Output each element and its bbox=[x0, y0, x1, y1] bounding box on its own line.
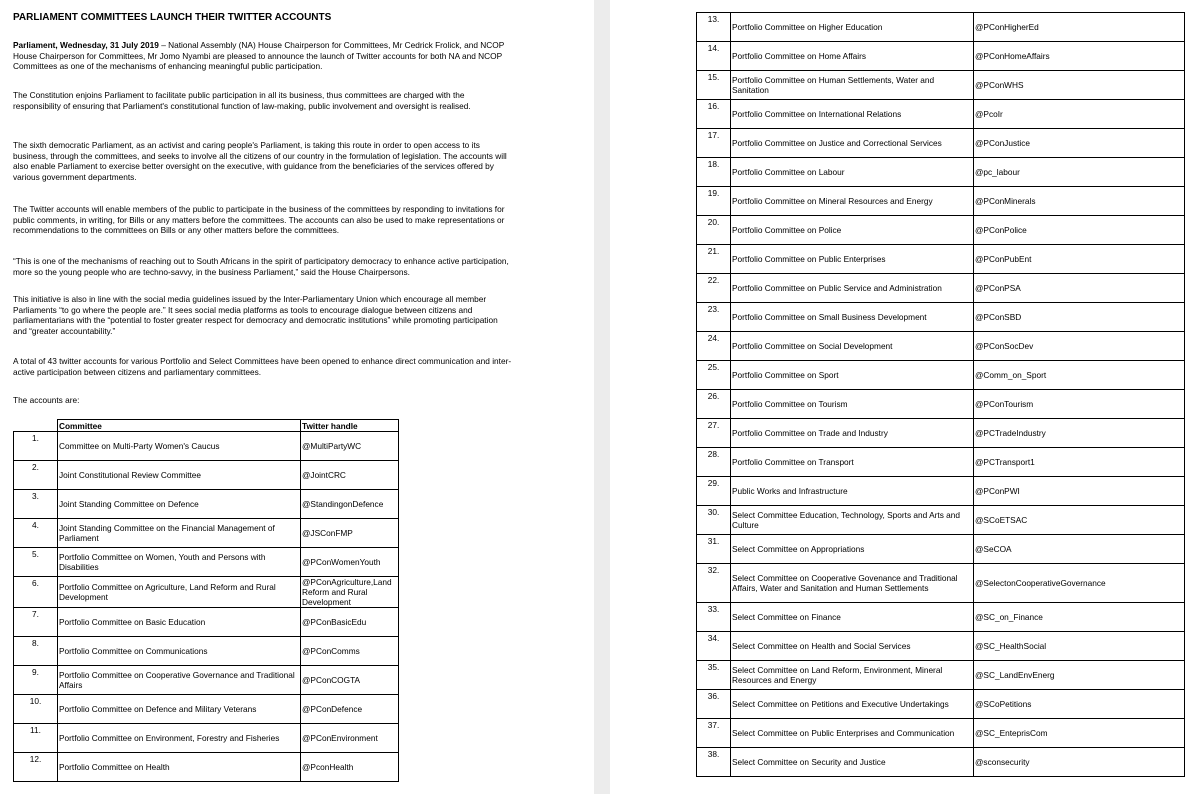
twitter-handle: @SC_on_Finance bbox=[974, 603, 1185, 632]
table-header-row bbox=[14, 420, 399, 432]
intro-paragraph bbox=[13, 40, 513, 72]
twitter-handle: @JointCRC bbox=[301, 461, 399, 490]
paragraph-sixth-parliament: The sixth democratic Parliament, as an activist and caring people's Parliament, is taking this route in order to open access to its business, through the committees, and seeks to involve all the citizens of our country in the formulation of legislation. The accounts will also enable Parliament to exercise better oversight on the executive, with guidance from the beneficiaries of the services offered by various government departments. bbox=[13, 140, 507, 182]
table-row bbox=[14, 666, 399, 695]
twitter-handle: @PConTourism bbox=[974, 390, 1185, 419]
twitter-handle: @PConHigherEd bbox=[974, 13, 1185, 42]
committee-name: Portfolio Committee on Mineral Resources and Energy bbox=[731, 187, 974, 216]
twitter-handle: @SC_EnteprisCom bbox=[974, 719, 1185, 748]
table-row bbox=[697, 303, 1185, 332]
table-row bbox=[14, 637, 399, 666]
row-number: 3. bbox=[14, 490, 58, 519]
table-row bbox=[697, 158, 1185, 187]
row-number: 31. bbox=[697, 535, 731, 564]
committee-name: Portfolio Committee on Police bbox=[731, 216, 974, 245]
twitter-handle: @PConPWI bbox=[974, 477, 1185, 506]
committee-name: Portfolio Committee on Trade and Industry bbox=[731, 419, 974, 448]
table-row bbox=[697, 477, 1185, 506]
table-header-num bbox=[14, 420, 58, 432]
twitter-handle: @PConPSA bbox=[974, 274, 1185, 303]
committee-name: Portfolio Committee on Environment, Forestry and Fisheries bbox=[58, 724, 301, 753]
table-row bbox=[14, 695, 399, 724]
twitter-handle: @PcoIr bbox=[974, 100, 1185, 129]
committee-name: Committee on Multi-Party Women's Caucus bbox=[58, 432, 301, 461]
committee-name: Portfolio Committee on Labour bbox=[731, 158, 974, 187]
row-number: 1. bbox=[14, 432, 58, 461]
committee-name: Portfolio Committee on Small Business Development bbox=[731, 303, 974, 332]
twitter-handle: @PConSBD bbox=[974, 303, 1185, 332]
twitter-handle: @pc_labour bbox=[974, 158, 1185, 187]
document-page-2 bbox=[610, 0, 1200, 794]
row-number: 12. bbox=[14, 753, 58, 782]
committee-name: Joint Constitutional Review Committee bbox=[58, 461, 301, 490]
twitter-handle: @PConAgriculture,Land Reform and Rural Development bbox=[301, 577, 399, 608]
twitter-handle: @SC_LandEnvEnerg bbox=[974, 661, 1185, 690]
table-row bbox=[697, 245, 1185, 274]
committee-name: Portfolio Committee on Women, Youth and Persons with Disabilities bbox=[58, 548, 301, 577]
row-number: 37. bbox=[697, 719, 731, 748]
table-row bbox=[697, 216, 1185, 245]
row-number: 36. bbox=[697, 690, 731, 719]
paragraph-quote: “This is one of the mechanisms of reaching out to South Africans in the spirit of participatory democracy to enhance active participation, more so the young people who are techno-savvy, in the business Parliament,” said the House Chairpersons. bbox=[13, 256, 509, 277]
dateline: Parliament, Wednesday, 31 July 2019 bbox=[13, 40, 159, 50]
row-number: 28. bbox=[697, 448, 731, 477]
row-number: 18. bbox=[697, 158, 731, 187]
twitter-handle: @SC_HealthSocial bbox=[974, 632, 1185, 661]
row-number: 4. bbox=[14, 519, 58, 548]
page-gap bbox=[594, 0, 610, 794]
row-number: 11. bbox=[14, 724, 58, 753]
twitter-handle: @StandingonDefence bbox=[301, 490, 399, 519]
twitter-handle: @PConMinerals bbox=[974, 187, 1185, 216]
twitter-handle: @JSConFMP bbox=[301, 519, 399, 548]
twitter-handle: @PConEnvironment bbox=[301, 724, 399, 753]
twitter-handle: @Comm_on_Sport bbox=[974, 361, 1185, 390]
committee-name: Portfolio Committee on Communications bbox=[58, 637, 301, 666]
twitter-handle: @PConDefence bbox=[301, 695, 399, 724]
row-number: 38. bbox=[697, 748, 731, 777]
table-header-committee: Committee bbox=[58, 420, 301, 432]
committee-name: Portfolio Committee on Basic Education bbox=[58, 608, 301, 637]
table-row bbox=[14, 461, 399, 490]
twitter-handle: @PConJustice bbox=[974, 129, 1185, 158]
committee-name: Portfolio Committee on Human Settlements, Water and Sanitation bbox=[731, 71, 974, 100]
table-row bbox=[697, 419, 1185, 448]
table-row bbox=[697, 748, 1185, 777]
row-number: 29. bbox=[697, 477, 731, 506]
table-row bbox=[697, 361, 1185, 390]
table-row bbox=[697, 129, 1185, 158]
table-row bbox=[14, 608, 399, 637]
table-row bbox=[697, 535, 1185, 564]
row-number: 13. bbox=[697, 13, 731, 42]
row-number: 9. bbox=[14, 666, 58, 695]
committee-name: Select Committee Education, Technology, Sports and Arts and Culture bbox=[731, 506, 974, 535]
committee-name: Joint Standing Committee on the Financial Management of Parliament bbox=[58, 519, 301, 548]
twitter-handle: @PConWomenYouth bbox=[301, 548, 399, 577]
paragraph-twitter-accounts: The Twitter accounts will enable members of the public to participate in the business of the committees by responding to invitations for public comments, in writing, for Bills or any matters before the committees. The accounts can also be used to make representations or recommendations to the committees on Bills or any other matters before the committees. bbox=[13, 204, 505, 235]
row-number: 8. bbox=[14, 637, 58, 666]
committee-name: Portfolio Committee on Social Development bbox=[731, 332, 974, 361]
committee-name: Select Committee on Land Reform, Environment, Mineral Resources and Energy bbox=[731, 661, 974, 690]
table-body-page-2 bbox=[697, 13, 1185, 777]
table-row bbox=[697, 42, 1185, 71]
committee-name: Portfolio Committee on Sport bbox=[731, 361, 974, 390]
committee-name: Select Committee on Cooperative Govenance and Traditional Affairs, Water and Sanitation and Human Settlements bbox=[731, 564, 974, 603]
twitter-handle: @SelectonCooperativeGovernance bbox=[974, 564, 1185, 603]
committee-name: Portfolio Committee on Cooperative Governance and Traditional Affairs bbox=[58, 666, 301, 695]
table-row bbox=[697, 448, 1185, 477]
table-body-page-1 bbox=[14, 432, 399, 782]
row-number: 16. bbox=[697, 100, 731, 129]
twitter-handle: @PCTradeIndustry bbox=[974, 419, 1185, 448]
committee-name: Portfolio Committee on Tourism bbox=[731, 390, 974, 419]
twitter-handle: @PConBasicEdu bbox=[301, 608, 399, 637]
committee-name: Select Committee on Appropriations bbox=[731, 535, 974, 564]
table-row bbox=[14, 432, 399, 461]
table-row bbox=[697, 632, 1185, 661]
twitter-handle: @MultiPartyWC bbox=[301, 432, 399, 461]
row-number: 22. bbox=[697, 274, 731, 303]
committee-name: Portfolio Committee on Health bbox=[58, 753, 301, 782]
committee-name: Portfolio Committee on Defence and Military Veterans bbox=[58, 695, 301, 724]
twitter-handle: @PConSocDev bbox=[974, 332, 1185, 361]
committee-name: Portfolio Committee on Public Service and Administration bbox=[731, 274, 974, 303]
accounts-table-page-2 bbox=[696, 12, 1185, 777]
table-row bbox=[14, 724, 399, 753]
twitter-handle: @sconsecurity bbox=[974, 748, 1185, 777]
committee-name: Portfolio Committee on Higher Education bbox=[731, 13, 974, 42]
table-row bbox=[14, 490, 399, 519]
row-number: 6. bbox=[14, 577, 58, 608]
table-row bbox=[697, 603, 1185, 632]
twitter-handle: @PConPubEnt bbox=[974, 245, 1185, 274]
table-row bbox=[697, 564, 1185, 603]
table-row bbox=[14, 519, 399, 548]
twitter-handle: @SCoETSAC bbox=[974, 506, 1185, 535]
row-number: 24. bbox=[697, 332, 731, 361]
row-number: 23. bbox=[697, 303, 731, 332]
document-title: PARLIAMENT COMMITTEES LAUNCH THEIR TWITTER ACCOUNTS bbox=[13, 12, 332, 23]
table-row bbox=[697, 506, 1185, 535]
committee-name: Portfolio Committee on Agriculture, Land Reform and Rural Development bbox=[58, 577, 301, 608]
row-number: 26. bbox=[697, 390, 731, 419]
row-number: 5. bbox=[14, 548, 58, 577]
table-row bbox=[14, 577, 399, 608]
row-number: 17. bbox=[697, 129, 731, 158]
table-row bbox=[697, 71, 1185, 100]
row-number: 20. bbox=[697, 216, 731, 245]
row-number: 21. bbox=[697, 245, 731, 274]
twitter-handle: @PConHomeAffairs bbox=[974, 42, 1185, 71]
table-row bbox=[697, 690, 1185, 719]
table-row bbox=[697, 719, 1185, 748]
row-number: 35. bbox=[697, 661, 731, 690]
committee-name: Portfolio Committee on Home Affairs bbox=[731, 42, 974, 71]
row-number: 19. bbox=[697, 187, 731, 216]
document-page-1 bbox=[0, 0, 594, 794]
row-number: 27. bbox=[697, 419, 731, 448]
committee-name: Public Works and Infrastructure bbox=[731, 477, 974, 506]
committee-name: Select Committee on Finance bbox=[731, 603, 974, 632]
row-number: 32. bbox=[697, 564, 731, 603]
paragraph-accounts-are: The accounts are: bbox=[13, 395, 80, 405]
table-row bbox=[697, 13, 1185, 42]
row-number: 2. bbox=[14, 461, 58, 490]
row-number: 25. bbox=[697, 361, 731, 390]
twitter-handle: @SCoPetitions bbox=[974, 690, 1185, 719]
committee-name: Portfolio Committee on Transport bbox=[731, 448, 974, 477]
row-number: 15. bbox=[697, 71, 731, 100]
table-row bbox=[697, 187, 1185, 216]
committee-name: Portfolio Committee on Justice and Correctional Services bbox=[731, 129, 974, 158]
row-number: 10. bbox=[14, 695, 58, 724]
row-number: 33. bbox=[697, 603, 731, 632]
twitter-handle: @PCTransport1 bbox=[974, 448, 1185, 477]
twitter-handle: @PConComms bbox=[301, 637, 399, 666]
table-row bbox=[697, 390, 1185, 419]
row-number: 30. bbox=[697, 506, 731, 535]
committee-name: Select Committee on Health and Social Services bbox=[731, 632, 974, 661]
paragraph-constitution: The Constitution enjoins Parliament to facilitate public participation in all its business, thus committees are charged with the responsibility of ensuring that Parliament's constitutional function of law-making, public involvement and oversight is realised. bbox=[13, 90, 471, 111]
table-row bbox=[697, 661, 1185, 690]
table-row bbox=[14, 548, 399, 577]
twitter-handle: @PconHealth bbox=[301, 753, 399, 782]
twitter-handle: @SeCOA bbox=[974, 535, 1185, 564]
committee-name: Portfolio Committee on Public Enterprises bbox=[731, 245, 974, 274]
twitter-handle: @PConCOGTA bbox=[301, 666, 399, 695]
table-row bbox=[697, 332, 1185, 361]
table-row bbox=[697, 274, 1185, 303]
twitter-handle: @PConWHS bbox=[974, 71, 1185, 100]
row-number: 34. bbox=[697, 632, 731, 661]
table-row bbox=[14, 753, 399, 782]
accounts-table-page-1 bbox=[13, 419, 399, 782]
table-row bbox=[697, 100, 1185, 129]
committee-name: Select Committee on Petitions and Executive Undertakings bbox=[731, 690, 974, 719]
paragraph-ipu-guidelines: This initiative is also in line with the social media guidelines issued by the Inter-Parliamentary Union which encourage all member Parliaments “to go where the people are.” It sees social media platforms as tools to encourage dialogue between citizens and parliamentarians with the “potential to foster greater respect for democracy and democratic institutions” while promoting participation and “greater accountability.” bbox=[13, 294, 498, 336]
paragraph-total-accounts: A total of 43 twitter accounts for various Portfolio and Select Committees have been opened to enhance direct communication and inter-active participation between citizens and parliamentary committees. bbox=[13, 356, 512, 377]
committee-name: Portfolio Committee on International Relations bbox=[731, 100, 974, 129]
twitter-handle: @PConPolice bbox=[974, 216, 1185, 245]
committee-name: Select Committee on Security and Justice bbox=[731, 748, 974, 777]
row-number: 7. bbox=[14, 608, 58, 637]
intro-text: – National Assembly (NA) House Chairperson for Committees, Mr Cedrick Frolick, and NCOP House Chairperson for Committees, Mr Jomo Nyambi are pleased to announce the launch of Twitter accounts for both NA and NCOP Committees as one of the mechanisms of enhancing meaningful public participation. bbox=[13, 40, 505, 71]
row-number: 14. bbox=[697, 42, 731, 71]
committee-name: Select Committee on Public Enterprises and Communication bbox=[731, 719, 974, 748]
committee-name: Joint Standing Committee on Defence bbox=[58, 490, 301, 519]
table-header-handle: Twitter handle bbox=[301, 420, 399, 432]
